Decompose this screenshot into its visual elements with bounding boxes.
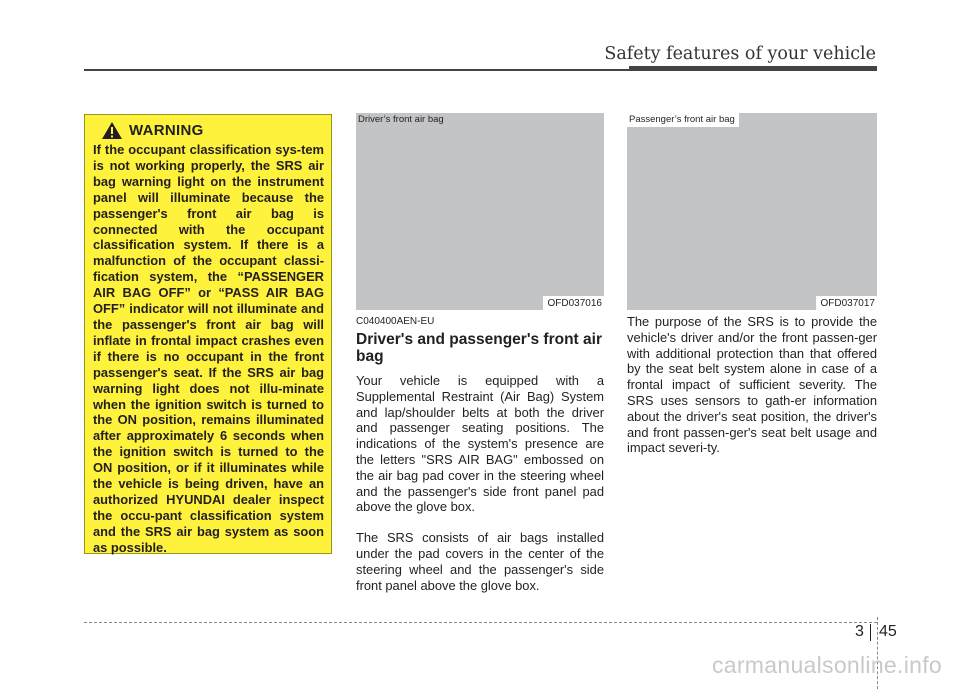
warning-title: WARNING <box>129 122 204 139</box>
figure-driver-airbag <box>356 113 604 310</box>
warning-text: If the occupant classification sys-tem is not working properly, the SRS air bag warning light on the instrument panel will illuminate because the passenger's front air bag is connected with the occupant classification system. If there is a malfunction of the occupant classi-fication system, the “PASSENGER AIR BAG OFF” or “PASS AIR BAG OFF” indicator will not illuminate and the passenger's front air bag will inflate in frontal impact crashes even if there is no occupant in the front passenger's seat. If the SRS air bag warning light does not illu-minate when the ignition switch is turned to the ON position, remains illuminated after approximately 6 seconds when the ignition switch is turned to the ON position, or if it illuminates while the vehicle is being driven, have an authorized HYUNDAI dealer inspect the occu-pant classification system and the SRS air bag system as soon as possible. <box>93 142 324 555</box>
footer-rule <box>84 622 877 623</box>
body-paragraph: The purpose of the SRS is to provide the vehicle's driver and/or the front passen-ger with additional protection than that offered by the seat belt system alone in case of a frontal impact of sufficient severity. The SRS uses sensors to gath-er information about the driver's seat position, the driver's and front passen-ger's seat belt usage and impact severi-ty. <box>627 314 877 456</box>
page-number-divider <box>870 624 871 641</box>
figure-code: OFD037017 <box>816 296 877 310</box>
body-paragraph: Your vehicle is equipped with a Supplemental Restraint (Air Bag) System and lap/shoulder belts at both the driver and passenger seating positions. The indications of the system's presence are the letters "SRS AIR BAG" embossed on the air bag pad cover in the steering wheel and the passenger's side front panel pad above the glove box. <box>356 373 604 515</box>
warning-box <box>84 114 332 554</box>
header-rule <box>84 69 877 71</box>
figure-caption: Driver’s front air bag <box>356 113 447 127</box>
middle-column <box>356 314 604 608</box>
right-column <box>627 314 877 471</box>
figure-passenger-airbag <box>627 113 877 310</box>
figure-code: OFD037016 <box>543 296 604 310</box>
watermark: carmanualsonline.info <box>711 652 942 678</box>
chapter-number: 3 <box>855 623 864 640</box>
body-paragraph: The SRS consists of air bags installed under the pad covers in the center of the steering wheel and the passenger's side front panel above the glove box. <box>356 530 604 593</box>
section-code: C040400AEN-EU <box>356 316 435 327</box>
figure-caption: Passenger’s front air bag <box>627 113 739 127</box>
warning-heading <box>101 121 324 140</box>
page-header-title: Safety features of your vehicle <box>604 44 876 64</box>
section-heading: Driver's and passenger's front air bag <box>356 331 602 365</box>
warning-triangle-icon <box>101 121 123 140</box>
page-number: 45 <box>879 623 897 640</box>
